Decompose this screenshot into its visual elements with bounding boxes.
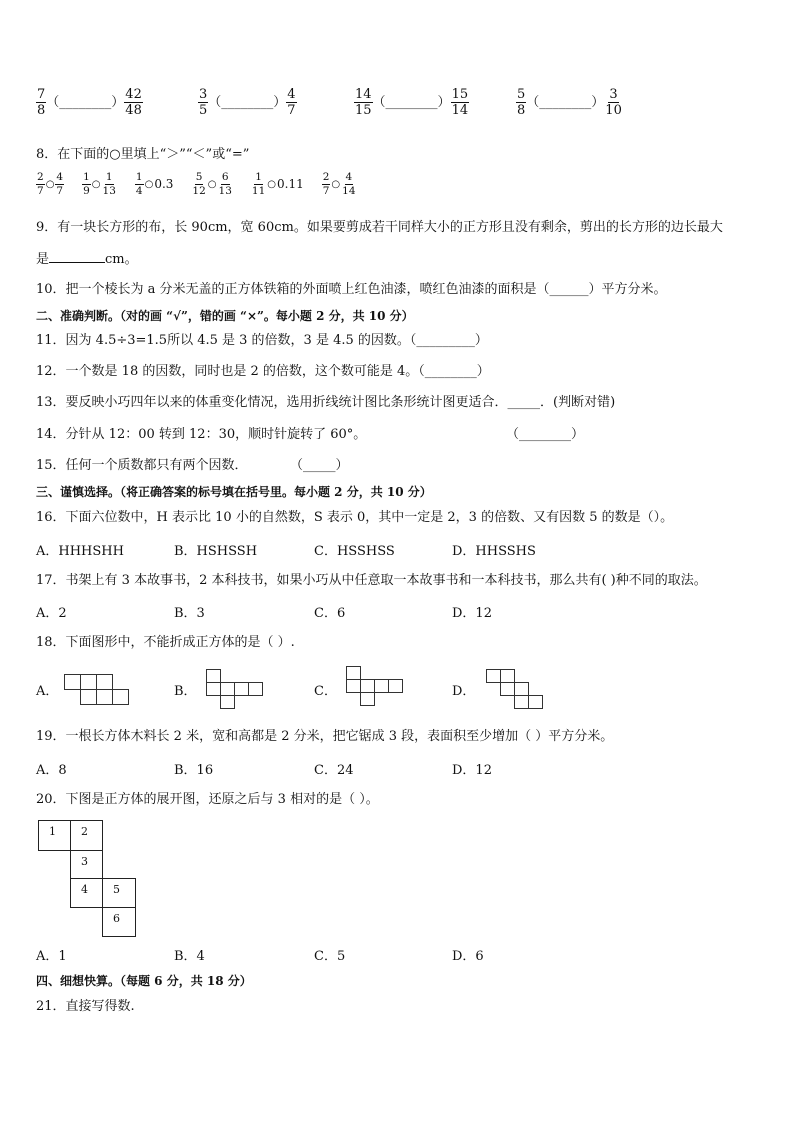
net-face: 2: [70, 820, 103, 851]
option-c[interactable]: C．24: [314, 763, 354, 778]
section-4-heading: 四、细想快算。（每题 6 分，共 18 分）: [36, 974, 252, 988]
section-2-heading: 二、准确判断。（对的画 “√”，错的画 “×”。每小题 2 分，共 10 分）: [36, 309, 414, 323]
question-11: 11．因为 4.5÷3=1.5所以 4.5 是 3 的倍数，3 是 4.5 的因数。（_________）: [36, 333, 488, 348]
option-d[interactable]: D．12: [452, 763, 492, 778]
question-19: 19．一根长方体木料长 2 米，宽和高都是 2 分米，把它锯成 3 段，表面积至少增加（ ）平方分米。: [36, 729, 614, 744]
net-face: 5: [102, 878, 136, 908]
question-20: 20．下图是正方体的展开图，还原之后与 3 相对的是（ ）。: [36, 792, 379, 807]
answer-blank[interactable]: （________）: [372, 94, 451, 110]
question-21: 21．直接写得数.: [36, 999, 135, 1014]
question-16: 16．下面六位数中，H 表示比 10 小的自然数，S 表示 0，其中一定是 2，3 的倍数、又有因数 5 的数是（）。: [36, 510, 674, 525]
answer-blank[interactable]: （_____）: [290, 458, 349, 473]
answer-blank[interactable]: （________）: [526, 94, 605, 110]
answer-blank[interactable]: （________）: [208, 94, 287, 110]
question-18: 18．下面图形中，不能折成正方体的是（ ）.: [36, 635, 295, 650]
option-b[interactable]: B．HSHSSH: [174, 544, 258, 559]
compare-circle[interactable]: ○: [207, 178, 217, 190]
option-b[interactable]: B．16: [174, 763, 214, 778]
answer-blank[interactable]: （________）: [46, 94, 125, 110]
q7-item-2: $\frac{3}{5}$ （________） $\frac{4}{7}$: [199, 87, 296, 118]
option-a[interactable]: A．2: [36, 606, 67, 621]
q7-item-3: $\frac{14}{15}$ （________） $\frac{15}{14}$: [355, 87, 469, 118]
compare-item[interactable]: $\frac{1}{4}$ ○ 0.3: [135, 171, 174, 197]
option-b[interactable]: B．: [174, 684, 197, 699]
question-13: 13．要反映小巧四年以来的体重变化情况，选用折线统计图比条形统计图更适合．_____．(判断对错): [36, 395, 616, 410]
option-a[interactable]: A．1: [36, 949, 67, 964]
option-b[interactable]: B．4: [174, 949, 205, 964]
compare-circle[interactable]: ○: [331, 178, 341, 190]
net-face: 3: [70, 850, 103, 879]
compare-item[interactable]: $\frac{1}{9}$ ○ $\frac{1}{13}$: [83, 171, 116, 197]
question-9: 9．有一块长方形的布，长 90cm，宽 60cm。如果要剪成若干同样大小的正方形且没有剩余，剪出的长方形的边长最大: [36, 220, 723, 235]
option-a[interactable]: A．HHHSHH: [36, 544, 124, 559]
option-d[interactable]: D．6: [452, 949, 484, 964]
compare-item[interactable]: $\frac{2}{7}$ ○ $\frac{4}{7}$: [37, 171, 64, 197]
compare-item[interactable]: $\frac{2}{7}$ ○ $\frac{4}{14}$: [322, 171, 356, 197]
question-14: 14．分针从 12：00 转到 12：30，顺时针旋转了 60°。: [36, 427, 367, 442]
option-c[interactable]: C．: [314, 684, 337, 699]
question-15: 15．任何一个质数都只有两个因数．: [36, 458, 248, 473]
answer-blank[interactable]: （________）: [506, 427, 585, 442]
question-12: 12．一个数是 18 的因数，同时也是 2 的倍数，这个数可能是 4。（________）: [36, 364, 490, 379]
question-17: 17．书架上有 3 本故事书，2 本科技书，如果小巧从中任意取一本故事书和一本科技书，那么共有( )种不同的取法。: [36, 573, 707, 588]
option-a[interactable]: A．8: [36, 763, 67, 778]
compare-circle[interactable]: ○: [267, 178, 277, 190]
answer-blank[interactable]: [49, 250, 105, 263]
option-c[interactable]: C．6: [314, 606, 346, 621]
compare-item[interactable]: $\frac{5}{12}$ ○ $\frac{6}{13}$: [192, 171, 232, 197]
q8-comparisons: [36, 172, 375, 196]
option-b[interactable]: B．3: [174, 606, 205, 621]
net-face: 4: [70, 878, 103, 908]
net-face: 6: [102, 907, 136, 937]
question-9-line2: 是 cm。: [36, 252, 138, 267]
compare-circle[interactable]: ○: [45, 178, 55, 190]
option-a[interactable]: A．: [36, 684, 59, 699]
q7-item-1: $\frac{7}{8}$ （________） $\frac{42}{48}$: [37, 87, 142, 118]
option-d[interactable]: D．HHSSHS: [452, 544, 536, 559]
compare-circle[interactable]: ○: [91, 178, 101, 190]
compare-circle[interactable]: ○: [144, 178, 154, 190]
question-10: 10．把一个棱长为 a 分米无盖的正方体铁箱的外面喷上红色油漆，喷红色油漆的面积是（______）平方分米。: [36, 282, 667, 297]
question-8: 8．在下面的○里填上“＞”“＜”或“=”: [36, 147, 250, 162]
q7-item-4: $\frac{5}{8}$ （________） $\frac{3}{10}$: [517, 87, 622, 118]
option-c[interactable]: C．HSSHSS: [314, 544, 395, 559]
option-c[interactable]: C．5: [314, 949, 346, 964]
compare-item[interactable]: $\frac{1}{11}$ ○ 0.11: [251, 171, 304, 197]
option-d[interactable]: D．: [452, 684, 476, 699]
section-3-heading: 三、谨慎选择。（将正确答案的标号填在括号里。每小题 2 分，共 10 分）: [36, 485, 432, 499]
option-d[interactable]: D．12: [452, 606, 492, 621]
net-face: 1: [38, 820, 71, 851]
